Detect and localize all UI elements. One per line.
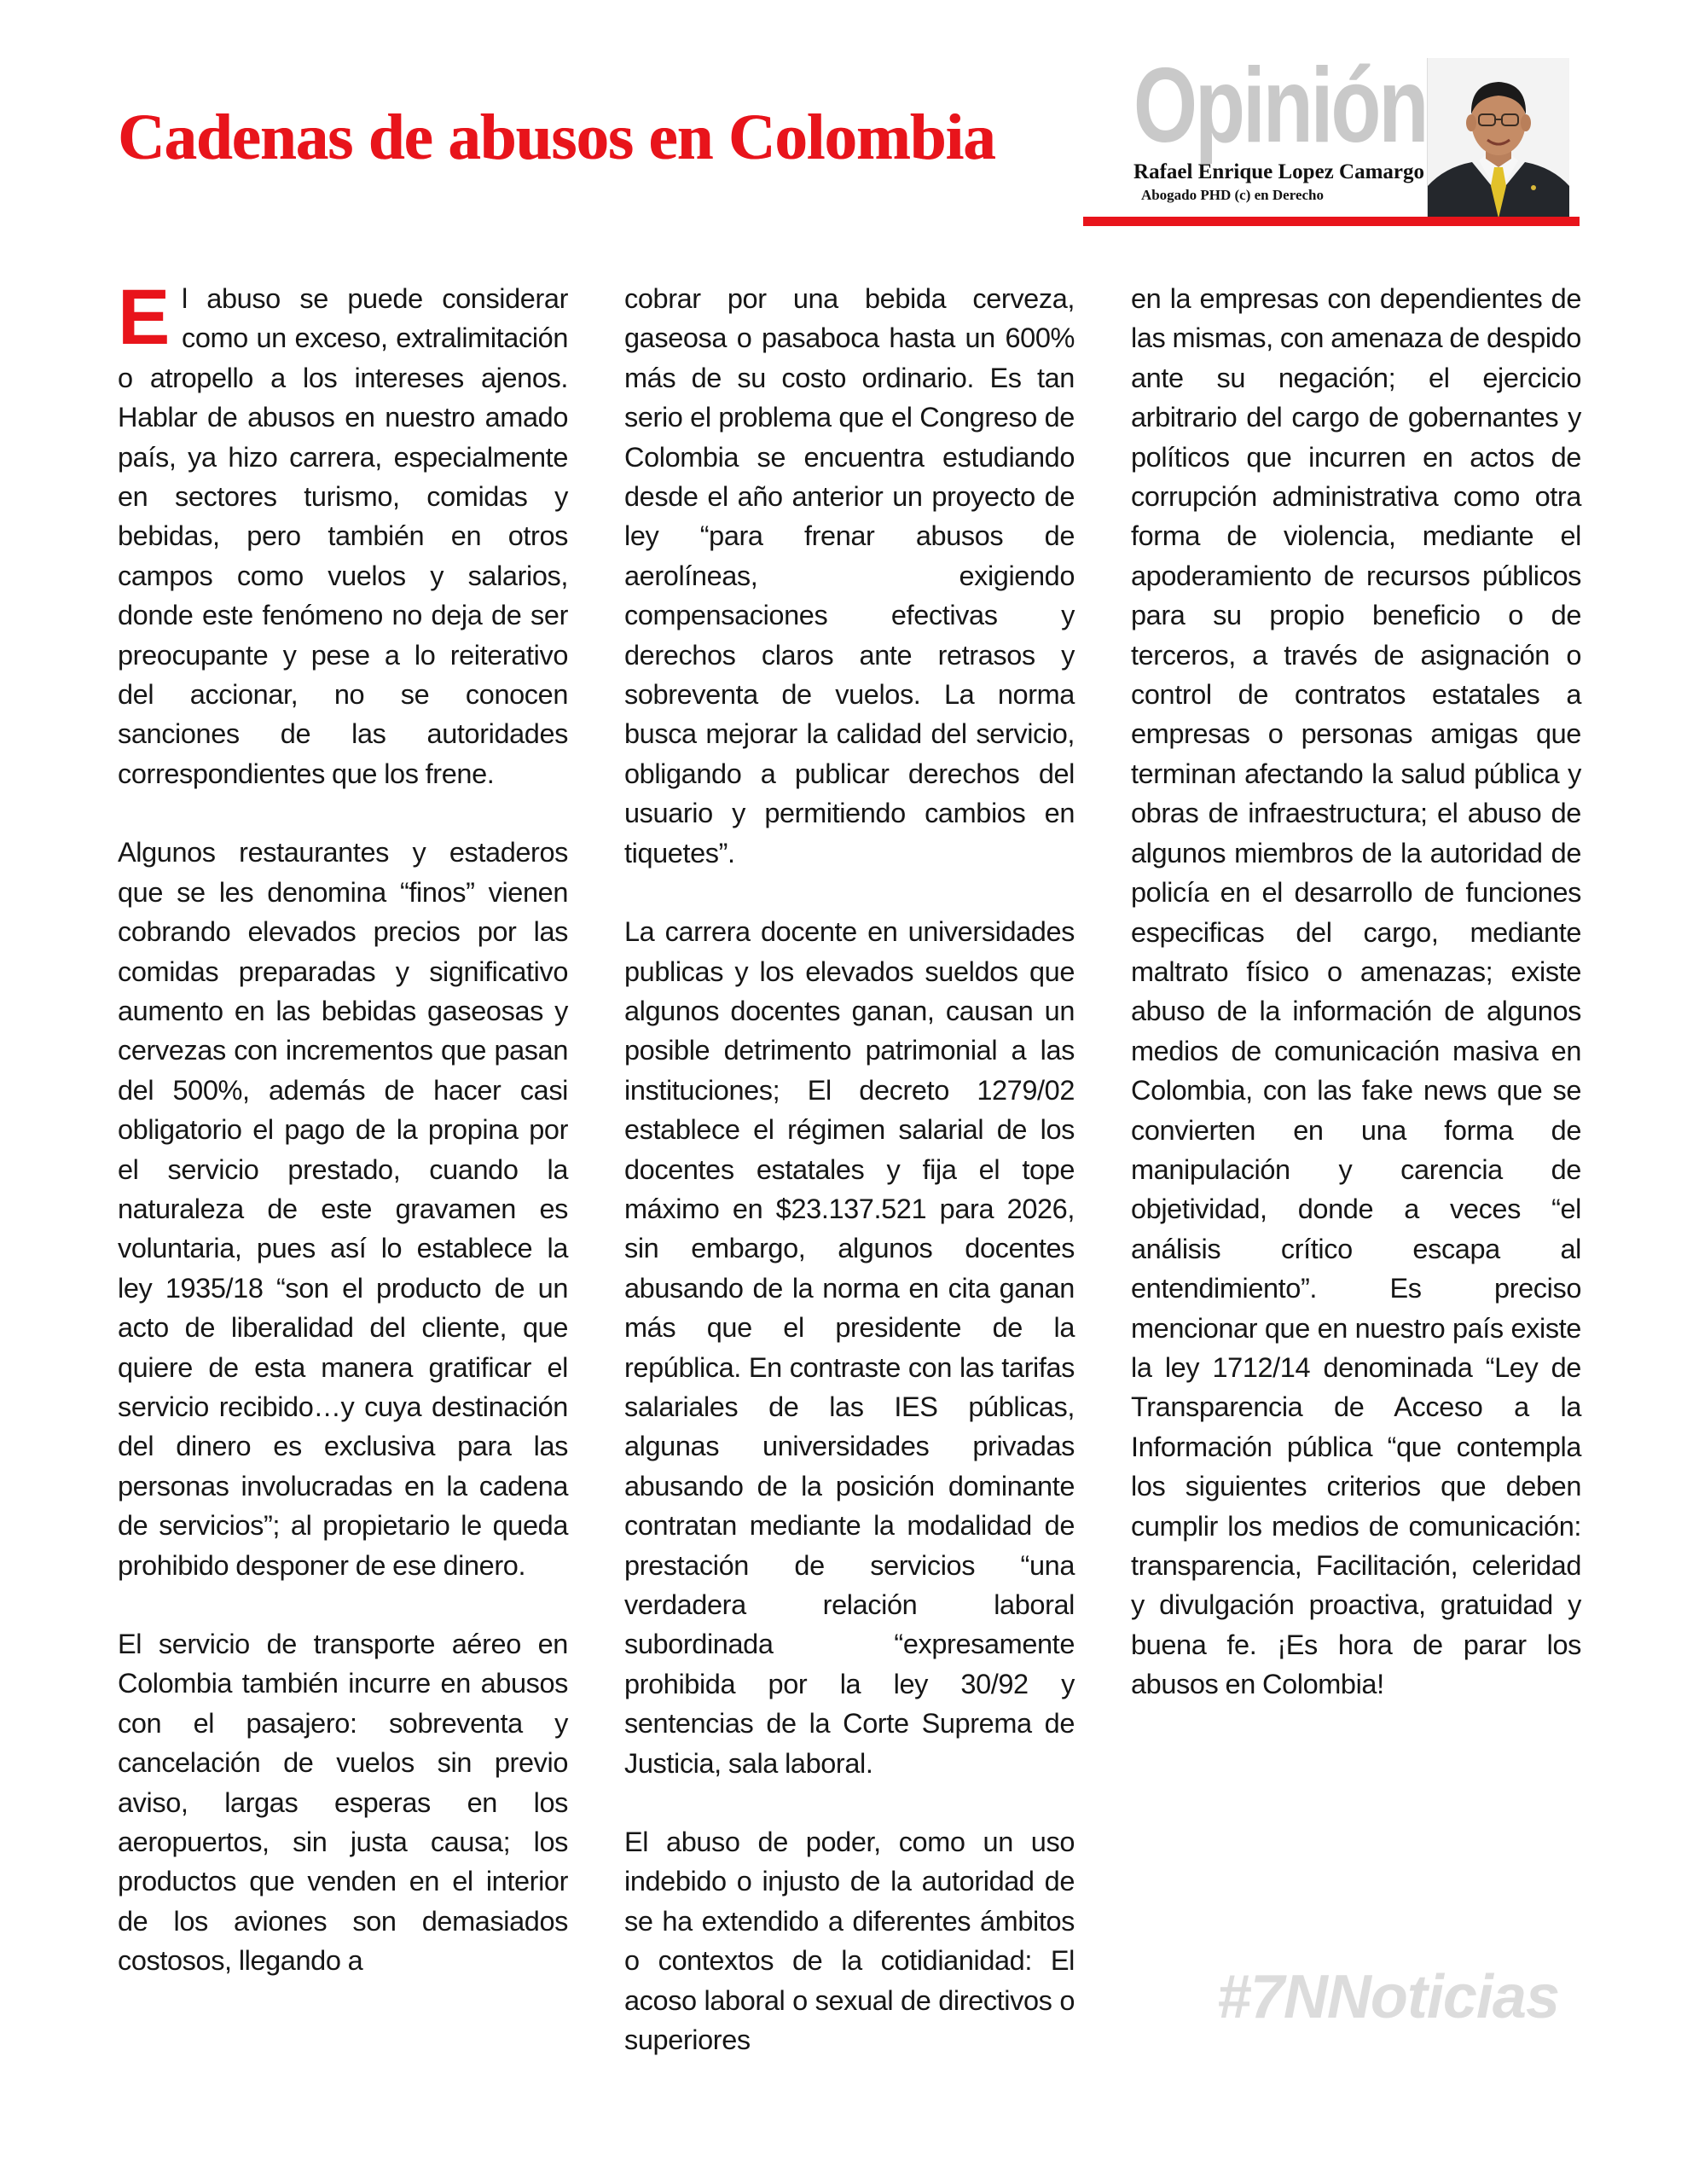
paragraph <box>118 274 568 793</box>
paragraph: El servicio de transporte aéreo en Colombia también incurre en abusos con el pasajero: sobreventa y cancelación de vuelos sin previo aviso, largas esperas en los aeropuertos, sin justa causa; los productos que venden en el interior de los aviones son demasiados costosos, llegando a <box>118 1629 568 1977</box>
drop-cap: E <box>118 274 170 361</box>
author-name: Rafael Enrique Lopez Camargo <box>1133 160 1424 183</box>
header-red-rule <box>1083 217 1580 226</box>
paragraph: La carrera docente en universidades publicas y los elevados sueldos que algunos docentes ganan, causan un posible detrimento patrimonial a las instituciones; El decreto 1279/02 establece el régimen salarial de los docentes estatales y fija el tope máximo en $23.137.521 para 2026, sin embargo, algunos docentes abusando de la norma en cita ganan más que el presidente de la república. En contraste con las tarifas salariales de las IES públicas, algunas universidades privadas abusando de la posición dominante contratan mediante la modalidad de prestación de servicios “una verdadera relación laboral subordinada “expresamente prohibida por la ley 30/92 y sentencias de la Corte Suprema de Justicia, sala laboral. <box>624 916 1075 1779</box>
opinion-header <box>1083 47 1580 228</box>
author-title: Abogado PHD (c) en Derecho <box>1140 187 1324 203</box>
paragraph: en la empresas con dependientes de las mismas, con amenaza de despido ante su negación; el ejercicio arbitrario del cargo de gobernantes y políticos que incurren en actos de corrupción administrativa como otra forma de violencia, mediante el apoderamiento de recursos públicos para su propio beneficio o de terceros, a través de asignación o control de contratos estatales a empresas o personas amigas que terminan afectando la salud pública y obras de infraestructura; el abuso de algunos miembros de la autoridad de policía en el desarrollo de funciones especificas del cargo, mediante maltrato físico o amenazas; existe abuso de la información de algunos medios de comunicación masiva en Colombia, con las fake news que se convierten en una forma de manipulación y carencia de objetividad, donde a veces “el análisis crítico escapa al entendimiento”. Es preciso mencionar que en nuestro país existe la ley 1712/14 denominada “Ley de Transparencia de Acceso a la Información pública “que contempla los siguientes criterios que deben cumplir los medios de comunicación: transparencia, Facilitación, celeridad y divulgación proactiva, gratuidad y buena fe. ¡Es hora de parar los abusos en Colombia! <box>1131 283 1581 1700</box>
article-column-2 <box>624 279 1075 2113</box>
hashtag-watermark: #7NNoticias <box>1216 1963 1559 2031</box>
article-column-3 <box>1131 279 1581 2113</box>
paragraph: El abuso de poder, como un uso indebido o injusto de la autoridad de se ha extendido a diferentes ámbitos o contextos de la cotidianidad: El acoso laboral o sexual de directivos o superiores <box>624 1827 1075 2056</box>
paragraph: cobrar por una bebida cerveza, gaseosa o pasaboca hasta un 600% más de su costo ordinario. Es tan serio el problema que el Congreso de Colombia se encuentra estudiando desde el año anterior un proyecto de ley “para frenar abusos de aerolíneas, exigiendo compensaciones efectivas y derechos claros ante retrasos y sobreventa de vuelos. La norma busca mejorar la calidad del servicio, obligando a publicar derechos del usuario y permitiendo cambios en tiquetes”. <box>624 283 1075 868</box>
section-label: Opinión <box>1133 47 1426 165</box>
article-body <box>118 274 1581 2113</box>
author-photo <box>1427 58 1569 218</box>
paragraph-text: l abuso se puede considerar como un exceso, extralimitación o atropello a los intereses ajenos. Hablar de abusos en nuestro amado país, ya hizo carrera, especialmente en sectores turismo, comidas y bebidas, pero también en otros campos como vuelos y salarios, donde este fenómeno no deja de ser preocupante y pese a lo reiterativo del accionar, no se conocen sanciones de las autoridades correspondientes que los frene. <box>118 283 568 789</box>
paragraph: Algunos restaurantes y estaderos que se les denomina “finos” vienen cobrando elevados precios por las comidas preparadas y significativo aumento en las bebidas gaseosas y cervezas con incrementos que pasan del 500%, además de hacer casi obligatorio el pago de la propina por el servicio prestado, cuando la naturaleza de este gravamen es voluntaria, pues así lo establece la ley 1935/18 “son el producto de un acto de liberalidad del cliente, que quiere de esta manera gratificar el servicio recibido…y cuya destinación del dinero es exclusiva para las personas involucradas en la cadena de servicios”; al propietario le queda prohibido desponer de ese dinero. <box>118 837 568 1581</box>
article-headline: Cadenas de abusos en Colombia <box>118 102 995 173</box>
article-column-1 <box>118 274 568 2113</box>
